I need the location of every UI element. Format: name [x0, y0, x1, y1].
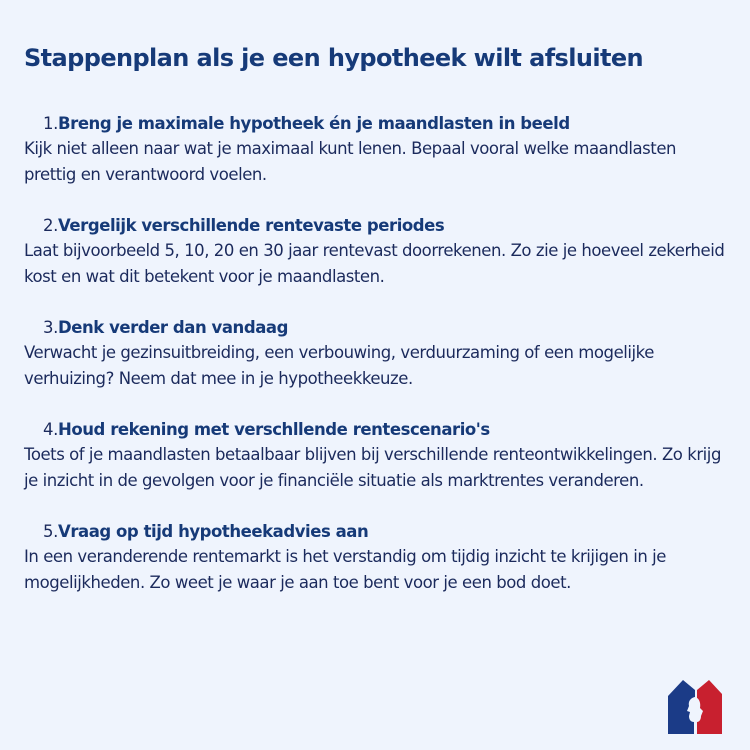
logo-red-half [697, 680, 722, 734]
step-number: 1. [43, 114, 58, 133]
step-text: Laat bijvoorbeeld 5, 10, 20 en 30 jaar rentevast doorrekenen. Zo zie je hoeveel zekerheid kost en wat dit betekent voor je maandlasten. [24, 241, 725, 286]
page-title: Stappenplan als je een hypotheek wilt afsluiten [24, 44, 644, 72]
step-item-5 [24, 520, 729, 596]
step-number: 5. [43, 522, 58, 541]
step-heading-row [24, 214, 729, 238]
step-title: Houd rekening met verschllende rentescenario's [58, 420, 490, 439]
steps-list [24, 112, 729, 622]
step-text: Kijk niet alleen naar wat je maximaal kunt lenen. Bepaal vooral welke maandlasten prettig en verantwoord voelen. [24, 139, 677, 184]
step-heading-row [24, 316, 729, 340]
step-text: Verwacht je gezinsuitbreiding, een verbouwing, verduurzaming of een mogelijke verhuizing? Neem dat mee in je hypotheekkeuze. [24, 343, 654, 388]
step-number: 2. [43, 216, 58, 235]
step-number: 4. [43, 420, 58, 439]
step-item-3 [24, 316, 729, 392]
step-item-2 [24, 214, 729, 290]
step-item-1 [24, 112, 729, 188]
step-text: Toets of je maandlasten betaalbaar blijven bij verschillende renteontwikkelingen. Zo krijg je inzicht in de gevolgen voor je financiële situatie als marktrentes veranderen. [24, 445, 721, 490]
step-number: 3. [43, 318, 58, 337]
step-title: Denk verder dan vandaag [58, 318, 288, 337]
step-heading-row [24, 520, 729, 544]
step-title: Vraag op tijd hypotheekadvies aan [58, 522, 369, 541]
step-title: Breng je maximale hypotheek én je maandlasten in beeld [58, 114, 570, 133]
step-item-4 [24, 418, 729, 494]
step-title: Vergelijk verschillende rentevaste periodes [58, 216, 445, 235]
step-heading-row [24, 418, 729, 442]
step-text: In een veranderende rentemarkt is het verstandig om tijdig inzicht te krijigen in je mogelijkheden. Zo weet je waar je aan toe bent voor je een bod doet. [24, 547, 666, 592]
house-profile-logo-icon [668, 678, 722, 734]
step-heading-row [24, 112, 729, 136]
